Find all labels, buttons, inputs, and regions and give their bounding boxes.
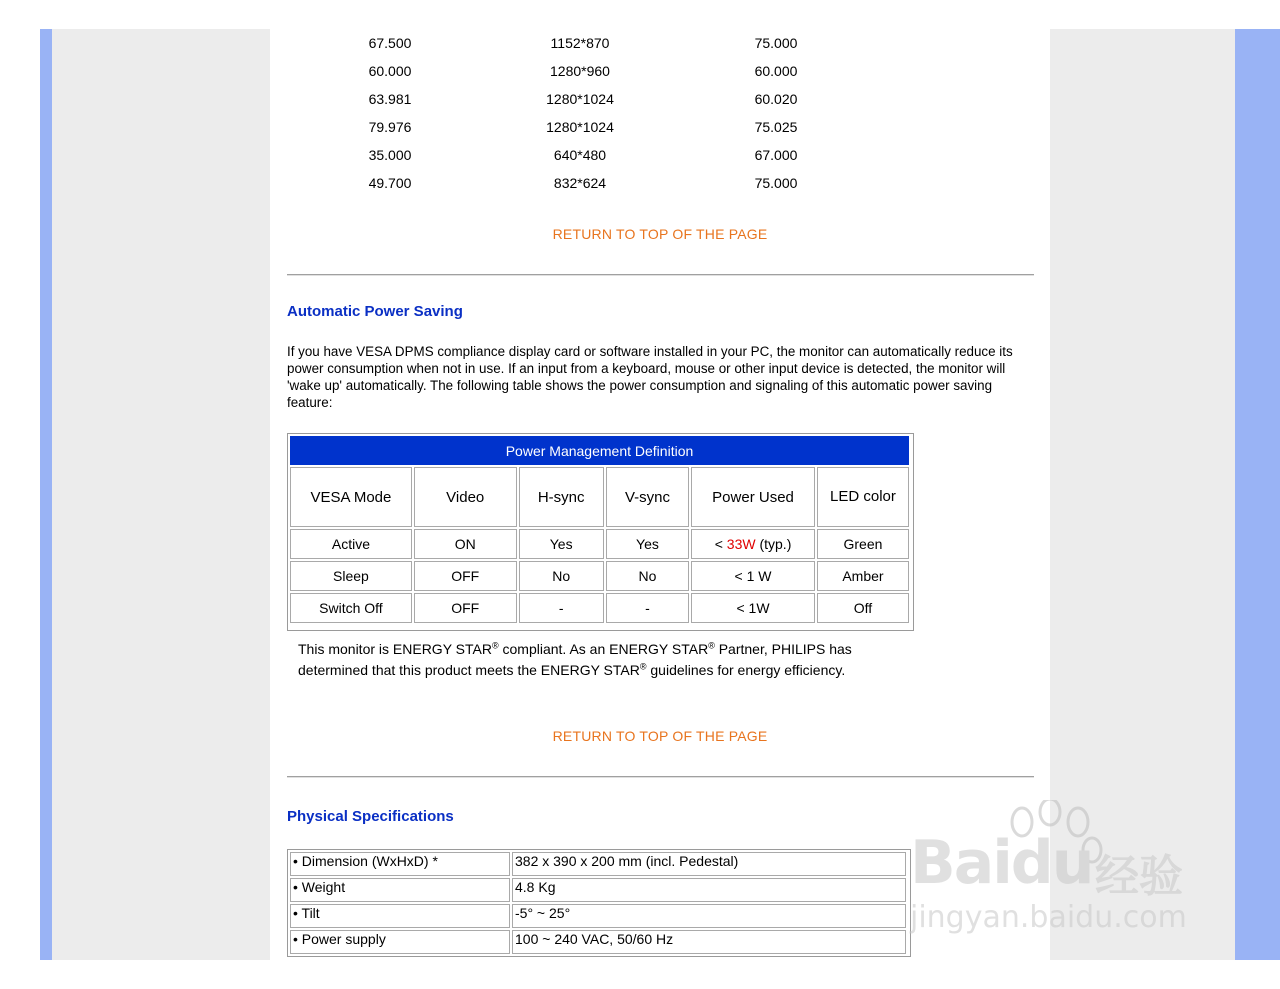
h-freq: 79.976 — [368, 119, 412, 135]
section-divider — [287, 274, 1034, 276]
header-cell: Power Used — [691, 467, 815, 527]
resolution: 1280*1024 — [546, 119, 614, 135]
header-cell: VESA Mode — [290, 467, 412, 527]
spec-value: 100 ~ 240 VAC, 50/60 Hz — [512, 930, 906, 954]
timing-row — [270, 147, 1050, 167]
h-freq: 35.000 — [368, 147, 412, 163]
table-cell: - — [606, 593, 689, 623]
table-cell: Green — [817, 529, 909, 559]
spec-value: 4.8 Kg — [512, 878, 906, 902]
table-row — [290, 852, 906, 876]
header-cell: LED color — [817, 467, 909, 527]
table-cell: Switch Off — [290, 593, 412, 623]
table-cell: - — [519, 593, 604, 623]
table-cell: ON — [414, 529, 517, 559]
physical-specs-table — [287, 849, 911, 957]
energy-star-statement — [298, 639, 918, 681]
timing-row — [270, 35, 1050, 55]
table-cell: Sleep — [290, 561, 412, 591]
section-divider — [287, 776, 1034, 778]
h-freq: 60.000 — [368, 63, 412, 79]
table-cell: < 1W — [691, 593, 815, 623]
table-cell: No — [606, 561, 689, 591]
table-cell: Yes — [606, 529, 689, 559]
power-used-cell — [691, 529, 815, 559]
right-blue-band — [1235, 29, 1280, 960]
table-cell: Off — [817, 593, 909, 623]
document-page — [270, 29, 1050, 960]
registered-mark: ® — [639, 661, 647, 672]
resolution: 640*480 — [553, 147, 607, 163]
h-freq: 63.981 — [368, 91, 412, 107]
table-cell: OFF — [414, 561, 517, 591]
spec-label: • Power supply — [290, 930, 510, 954]
power-prefix: < — [714, 536, 727, 552]
watermark-url: jingyan.baidu.com — [910, 900, 1187, 935]
table-row — [290, 878, 906, 902]
energy-text: Partner, PHILIPS has determined that this product meets the ENERGY STAR — [298, 641, 852, 678]
resolution: 1280*960 — [550, 63, 610, 79]
v-freq: 60.020 — [754, 91, 798, 107]
v-freq: 75.025 — [754, 119, 798, 135]
table-row — [290, 529, 909, 559]
power-management-table — [287, 433, 914, 631]
header-cell: H-sync — [519, 467, 604, 527]
resolution: 1152*870 — [550, 35, 610, 51]
table-cell: OFF — [414, 593, 517, 623]
header-cell: V-sync — [606, 467, 689, 527]
v-freq: 75.000 — [754, 35, 798, 51]
watermark-cn: 经验 — [1095, 851, 1183, 902]
physical-specs-title: Physical Specifications — [287, 808, 454, 825]
table-row — [290, 593, 909, 623]
table-row — [290, 930, 906, 954]
power-table-title: Power Management Definition — [290, 436, 909, 465]
v-freq: 67.000 — [754, 147, 798, 163]
table-cell: Amber — [817, 561, 909, 591]
header-cell: Video — [414, 467, 517, 527]
resolution: 1280*1024 — [546, 91, 614, 107]
resolution: 832*624 — [553, 175, 607, 191]
document-frame — [0, 29, 1280, 960]
right-gray-margin — [1050, 29, 1235, 960]
left-gray-margin — [52, 29, 270, 960]
power-saving-paragraph: If you have VESA DPMS compliance display card or software installed in your PC, the monitor can automatically reduce its power consumption when not in use. If an input from a keyboard, mouse or other input device is detected, the monitor will 'wake up' automatically. The following table shows the power consumption and signaling of this automatic power saving feature: — [287, 344, 1013, 410]
energy-text: guidelines for energy efficiency. — [646, 662, 846, 678]
spec-label: • Dimension (WxHxD) * — [290, 852, 510, 876]
power-suffix: (typ.) — [755, 536, 792, 552]
watermark-brand: Baidu — [910, 828, 1093, 898]
h-freq: 49.700 — [368, 175, 412, 191]
energy-text: compliant. As an ENERGY STAR — [498, 641, 709, 657]
timing-row — [270, 91, 1050, 111]
power-saving-title: Automatic Power Saving — [287, 303, 463, 320]
timing-row — [270, 63, 1050, 83]
table-cell: Active — [290, 529, 412, 559]
v-freq: 75.000 — [754, 175, 798, 191]
timing-row — [270, 119, 1050, 139]
table-row — [290, 904, 906, 928]
return-to-top-link[interactable]: RETURN TO TOP OF THE PAGE — [552, 226, 768, 242]
registered-mark: ® — [491, 640, 499, 651]
table-row — [290, 561, 909, 591]
left-blue-band — [40, 29, 52, 960]
table-cell: No — [519, 561, 604, 591]
spec-label: • Weight — [290, 878, 510, 902]
power-highlight: 33W — [726, 536, 756, 552]
energy-text: This monitor is ENERGY STAR — [298, 641, 492, 657]
table-header-row — [290, 467, 909, 527]
h-freq: 67.500 — [368, 35, 412, 51]
table-cell: < 1 W — [691, 561, 815, 591]
v-freq: 60.000 — [754, 63, 798, 79]
return-to-top-link[interactable]: RETURN TO TOP OF THE PAGE — [552, 728, 768, 744]
timing-row — [270, 175, 1050, 195]
spec-value: -5° ~ 25° — [512, 904, 906, 928]
spec-label: • Tilt — [290, 904, 510, 928]
registered-mark: ® — [708, 640, 715, 651]
spec-value: 382 x 390 x 200 mm (incl. Pedestal) — [512, 852, 906, 876]
table-cell: Yes — [519, 529, 604, 559]
